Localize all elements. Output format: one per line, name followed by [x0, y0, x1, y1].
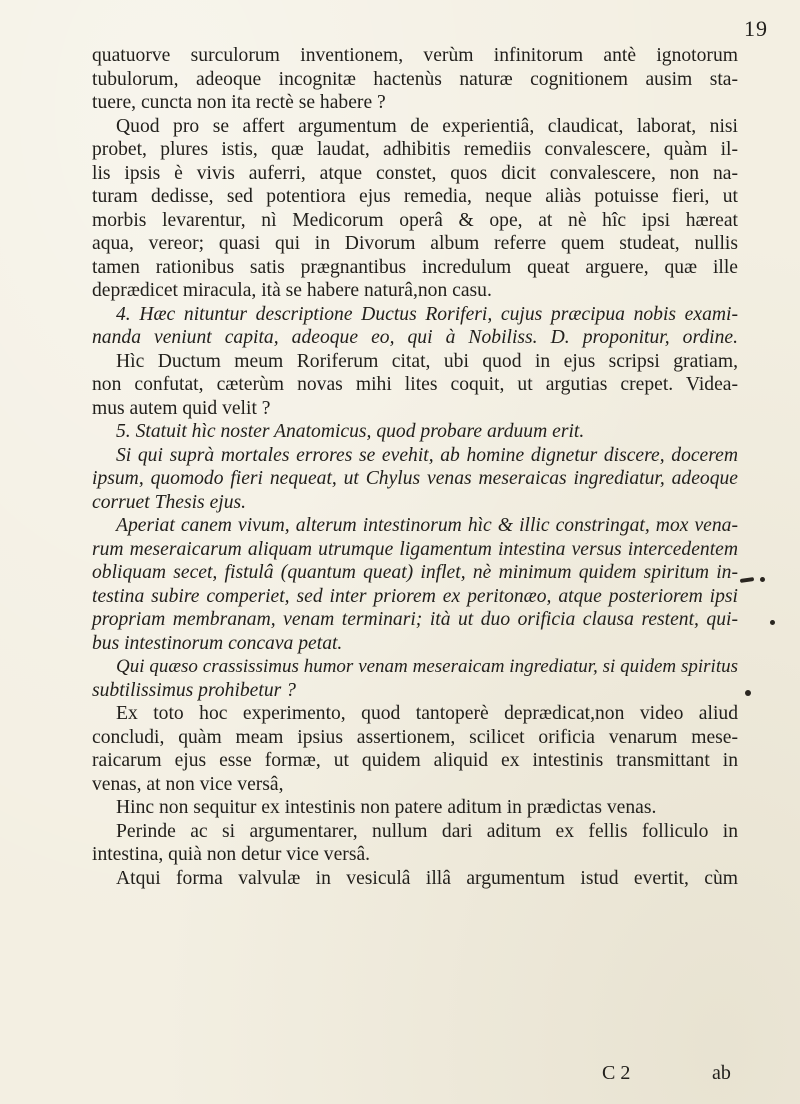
italic-line: propriam membranam, venam terminari; ità ut duo orificia clausa restent, qui-: [92, 609, 738, 630]
ink-speck: [760, 577, 765, 582]
paragraph-start-line: Hìc Ductum meum Roriferum citat, ubi quod in ejus scripsi gratiam,: [116, 350, 738, 372]
text-line: intestina, quià non detur vice versâ.: [92, 844, 371, 865]
paragraph-start-line: Perinde ac si argumentarer, nullum dari aditum ex fellis folliculo in: [116, 820, 738, 842]
catchword: ab: [712, 1062, 731, 1084]
paragraph-start-line: Quod pro se affert argumentum de experientiâ, claudicat, laborat, nisi: [116, 115, 738, 137]
italic-line: corruet Thesis ejus.: [92, 491, 247, 513]
paragraph-start-line: Hinc non sequitur ex intestinis non patere aditum in prædictas venas.: [116, 797, 657, 818]
text-line: tamen rationibus satis prægnantibus incredulum queat arguere, quæ ille: [92, 256, 738, 278]
text-line: concludi, quàm meam ipsius assertionem, scilicet orificia venarum mese-: [92, 726, 738, 748]
section-heading-4: 4. Hæc nituntur descriptione Ductus Roriferi, cujus præcipua nobis exami-: [116, 303, 738, 325]
italic-line: ipsum, quomodo fieri nequeat, ut Chylus venas meseraicas ingrediatur, adeoque: [92, 468, 738, 489]
italic-line: subtilissimus prohibetur ?: [92, 679, 296, 701]
text-line: deprædicet miracula, ità se habere naturâ,non casu.: [92, 280, 492, 301]
text-line: aqua, vereor; quasi qui in Divorum album referre quem studeat, nullis: [92, 233, 738, 254]
italic-line: obliquam secet, fistulâ (quantum queat) inflet, nè minimum quidem spiritum in-: [92, 562, 738, 583]
ink-speck: [770, 620, 775, 625]
italic-line: rum meseraicarum aliquam utrumque ligamentum intestina versus intercedentem: [92, 538, 738, 560]
italic-line: Si qui suprà mortales errores se evehit, ab homine dignetur discere, docerem: [116, 444, 738, 466]
text-line: lis ipsis è vivis auferri, atque constet, quos dicit convalescere, non na-: [92, 162, 738, 184]
signature-mark: C 2: [602, 1062, 631, 1084]
text-line: tuere, cuncta non ita rectè se habere ?: [92, 92, 386, 113]
section-heading-5: 5. Statuit hìc noster Anatomicus, quod probare arduum erit.: [116, 421, 585, 442]
paragraph-start-line: Ex toto hoc experimento, quod tantoperè deprædicat,non video aliud: [116, 703, 738, 724]
italic-line: bus intestinorum concava petat.: [92, 632, 343, 654]
section-heading-4-cont: nanda veniunt capita, adeoque eo, qui à Nobiliss. D. proponitur, ordine.: [92, 327, 738, 348]
text-line: probet, plures istis, quæ laudat, adhibitis remediis convalescere, quàm il-: [92, 139, 738, 160]
italic-line: Qui quæso crassissimus humor venam meseraicam ingrediatur, si quidem spiritus: [116, 656, 738, 677]
ink-mark: [740, 577, 754, 583]
text-line: non confutat, cæterùm novas mihi lites coquit, ut argutias crepet. Videa-: [92, 374, 738, 395]
page-body-text: [92, 44, 738, 890]
italic-line: Aperiat canem vivum, alterum intestinorum hìc & illic constringat, mox vena-: [116, 515, 738, 536]
text-line: mus autem quid velit ?: [92, 397, 271, 419]
ink-speck: [745, 690, 751, 696]
text-line: turam dedisse, sed potentiora ejus remedia, neque aliàs potuisse fieri, ut: [92, 186, 738, 207]
paragraph-start-line: Atqui forma valvulæ in vesiculâ illâ argumentum istud evertit, cùm: [116, 867, 738, 889]
text-line: raicarum ejus esse formæ, ut quidem aliquid ex intestinis transmittant in: [92, 750, 738, 771]
text-line: quatuorve surculorum inventionem, verùm infinitorum antè ignotorum: [92, 45, 738, 66]
italic-line: testina subire comperiet, sed inter priorem ex peritonæo, atque posteriorem ipsi: [92, 585, 738, 607]
text-line: morbis levarentur, nì Medicorum operâ & ope, at nè hîc ipsi hæreat: [92, 209, 738, 231]
page-number: 19: [744, 16, 768, 41]
text-line: venas, at non vice versâ,: [92, 773, 284, 795]
text-line: tubulorum, adeoque incognitæ hactenùs naturæ cognitionem ausim sta-: [92, 68, 738, 90]
